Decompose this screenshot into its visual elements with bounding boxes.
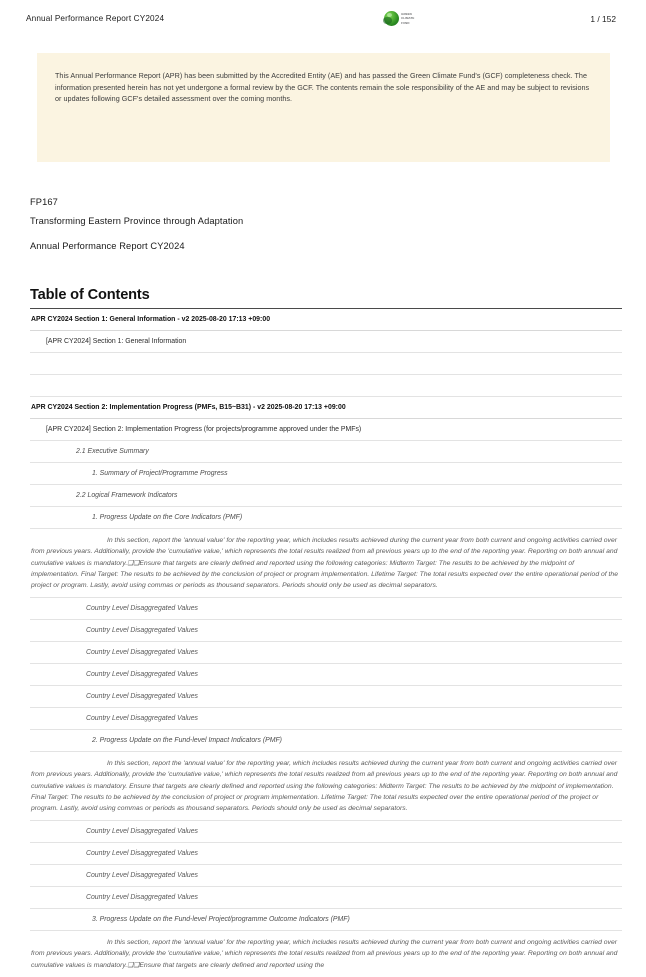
logo-wordmark-line-1: GREEN (401, 12, 412, 17)
toc-entry-label: In this section, report the 'annual value' for the reporting year, which includes results achieved during the current year from both current and ongoing activities carried over from previous years. Additionally, provide the 'cumulative value,' which represents the total results realized from all previous years up to the end of the reporting year. Reporting on both annual and cumulative values is mandatory. Ensure that targets are clearly defined and reported using the following categories: Midterm Target: The results to be achieved by the midpoint of implementation. Final Target: The results to be achieved by the conclusion of project or program implementation. Lifetime Target: The total results expected over the entire operational period of the project or program. Lastly, avoid using commas or periods as thousand separators. Periods should only be used as decimal separators. (31, 760, 618, 813)
green-climate-fund-logo (384, 11, 414, 26)
toc-entry-level-3[interactable] (30, 909, 622, 931)
toc-entry-label: Country Level Disaggregated Values (86, 827, 198, 835)
toc-entry-level-3[interactable] (30, 463, 622, 485)
toc-entry-level-4[interactable] (30, 887, 622, 909)
toc-entry-level-4[interactable] (30, 843, 622, 865)
toc-instruction-paragraph (30, 931, 622, 977)
toc-spacer-row (30, 353, 622, 375)
toc-entry-level-3[interactable] (30, 730, 622, 752)
toc-entry-label: 2.2 Logical Framework Indicators (76, 491, 178, 499)
toc-entry-list (30, 309, 622, 977)
toc-entry-label: Country Level Disaggregated Values (86, 648, 198, 656)
toc-entry-label: 2.1 Executive Summary (76, 447, 149, 455)
toc-entry-level-1[interactable] (30, 419, 622, 441)
toc-instruction-paragraph (30, 752, 622, 821)
toc-entry-level-4[interactable] (30, 664, 622, 686)
toc-entry-label: [APR CY2024] Section 2: Implementation Progress (for projects/programme approved under the PMFs) (46, 425, 362, 433)
table-of-contents (30, 287, 622, 977)
submission-notice-box (37, 53, 610, 162)
page-title: Table of Contents (30, 287, 622, 309)
toc-entry-label: 3. Progress Update on the Fund-level Project/programme Outcome Indicators (PMF) (92, 915, 350, 923)
toc-section-header[interactable] (30, 309, 622, 331)
page-number-indicator: 1 / 152 (590, 13, 616, 24)
toc-entry-label: In this section, report the 'annual value' for the reporting year, which includes results achieved during the current year from both current and ongoing activities carried over from previous years. Additionally, provide the 'cumulative value,' which represents the total results realized from all previous years up to the end of the reporting year. Reporting on both annual and cumulative values is mandatory.❑❑Ensure that targets are clearly defined and reported using the (31, 939, 618, 969)
report-name: Annual Performance Report CY2024 (30, 240, 185, 251)
toc-entry-label: Country Level Disaggregated Values (86, 604, 198, 612)
toc-entry-label: 2. Progress Update on the Fund-level Impact Indicators (PMF) (92, 736, 282, 744)
toc-entry-label: 1. Progress Update on the Core Indicators (PMF) (92, 513, 243, 521)
toc-entry-label: Country Level Disaggregated Values (86, 871, 198, 879)
toc-entry-level-2[interactable] (30, 441, 622, 463)
toc-entry-label (30, 353, 622, 374)
toc-entry-label: Country Level Disaggregated Values (86, 714, 198, 722)
header-document-title: Annual Performance Report CY2024 (26, 14, 165, 23)
toc-entry-level-4[interactable] (30, 686, 622, 708)
toc-entry-label (30, 375, 622, 396)
logo-wordmark-line-2: CLIMATE (401, 16, 415, 21)
toc-entry-label: [APR CY2024] Section 1: General Information (46, 337, 187, 345)
project-name: Transforming Eastern Province through Adaptation (30, 216, 244, 227)
logo-wordmark (401, 12, 414, 24)
toc-instruction-paragraph (30, 529, 622, 598)
toc-entry-label: Country Level Disaggregated Values (86, 626, 198, 634)
toc-entry-label: Country Level Disaggregated Values (86, 692, 198, 700)
project-code: FP167 (30, 197, 58, 207)
toc-section-header[interactable] (30, 397, 622, 419)
toc-entry-label: In this section, report the 'annual value' for the reporting year, which includes results achieved during the current year from both current and ongoing activities carried over from previous years. Additionally, provide the 'cumulative value,' which represents the total results realized from all previous years up to the end of the reporting year. Reporting on both annual and cumulative values is mandatory.❑❑Ensure that targets are clearly defined and reported using the following categories: Midterm Target: The results to be achieved by the midpoint of implementation. Final Target: The results to be achieved by the conclusion of project or program implementation. Lifetime Target: The total results expected over the entire operational period of the project or program. Lastly, avoid using commas or periods as thousand separators. Periods should only be used as decimal separators. (31, 537, 618, 590)
submission-notice-text: This Annual Performance Report (APR) has been submitted by the Accredited Entity (AE) and has passed the Green Climate Fund's (GCF) completeness check. The information presented herein has not yet undergone a formal review by the GCF. The contents remain the sole responsibility of the AE and may be subject to revisions or updates following GCF's detailed assessment over the coming months. (55, 71, 590, 104)
toc-entry-level-4[interactable] (30, 642, 622, 664)
toc-entry-label: Country Level Disaggregated Values (86, 849, 198, 857)
report-title-block (30, 193, 646, 256)
toc-entry-label: Country Level Disaggregated Values (86, 670, 198, 678)
toc-entry-level-4[interactable] (30, 598, 622, 620)
toc-entry-level-4[interactable] (30, 865, 622, 887)
toc-entry-level-3[interactable] (30, 507, 622, 529)
toc-spacer-row (30, 375, 622, 397)
page-header (0, 0, 646, 26)
logo-wordmark-line-3: FUND (401, 20, 410, 25)
toc-entry-level-4[interactable] (30, 620, 622, 642)
toc-entry-label: APR CY2024 Section 1: General Information - v2 2025-08-20 17:13 +09:00 (31, 315, 271, 323)
toc-entry-label: Country Level Disaggregated Values (86, 893, 198, 901)
toc-entry-level-2[interactable] (30, 485, 622, 507)
toc-entry-label: 1. Summary of Project/Programme Progress (92, 469, 228, 477)
toc-entry-label: APR CY2024 Section 2: Implementation Progress (PMFs, B15~B31) - v2 2025-08-20 17:13 +09:00 (31, 403, 346, 411)
toc-entry-level-4[interactable] (30, 708, 622, 730)
toc-entry-level-4[interactable] (30, 821, 622, 843)
globe-icon (384, 11, 399, 26)
toc-entry-level-1[interactable] (30, 331, 622, 353)
